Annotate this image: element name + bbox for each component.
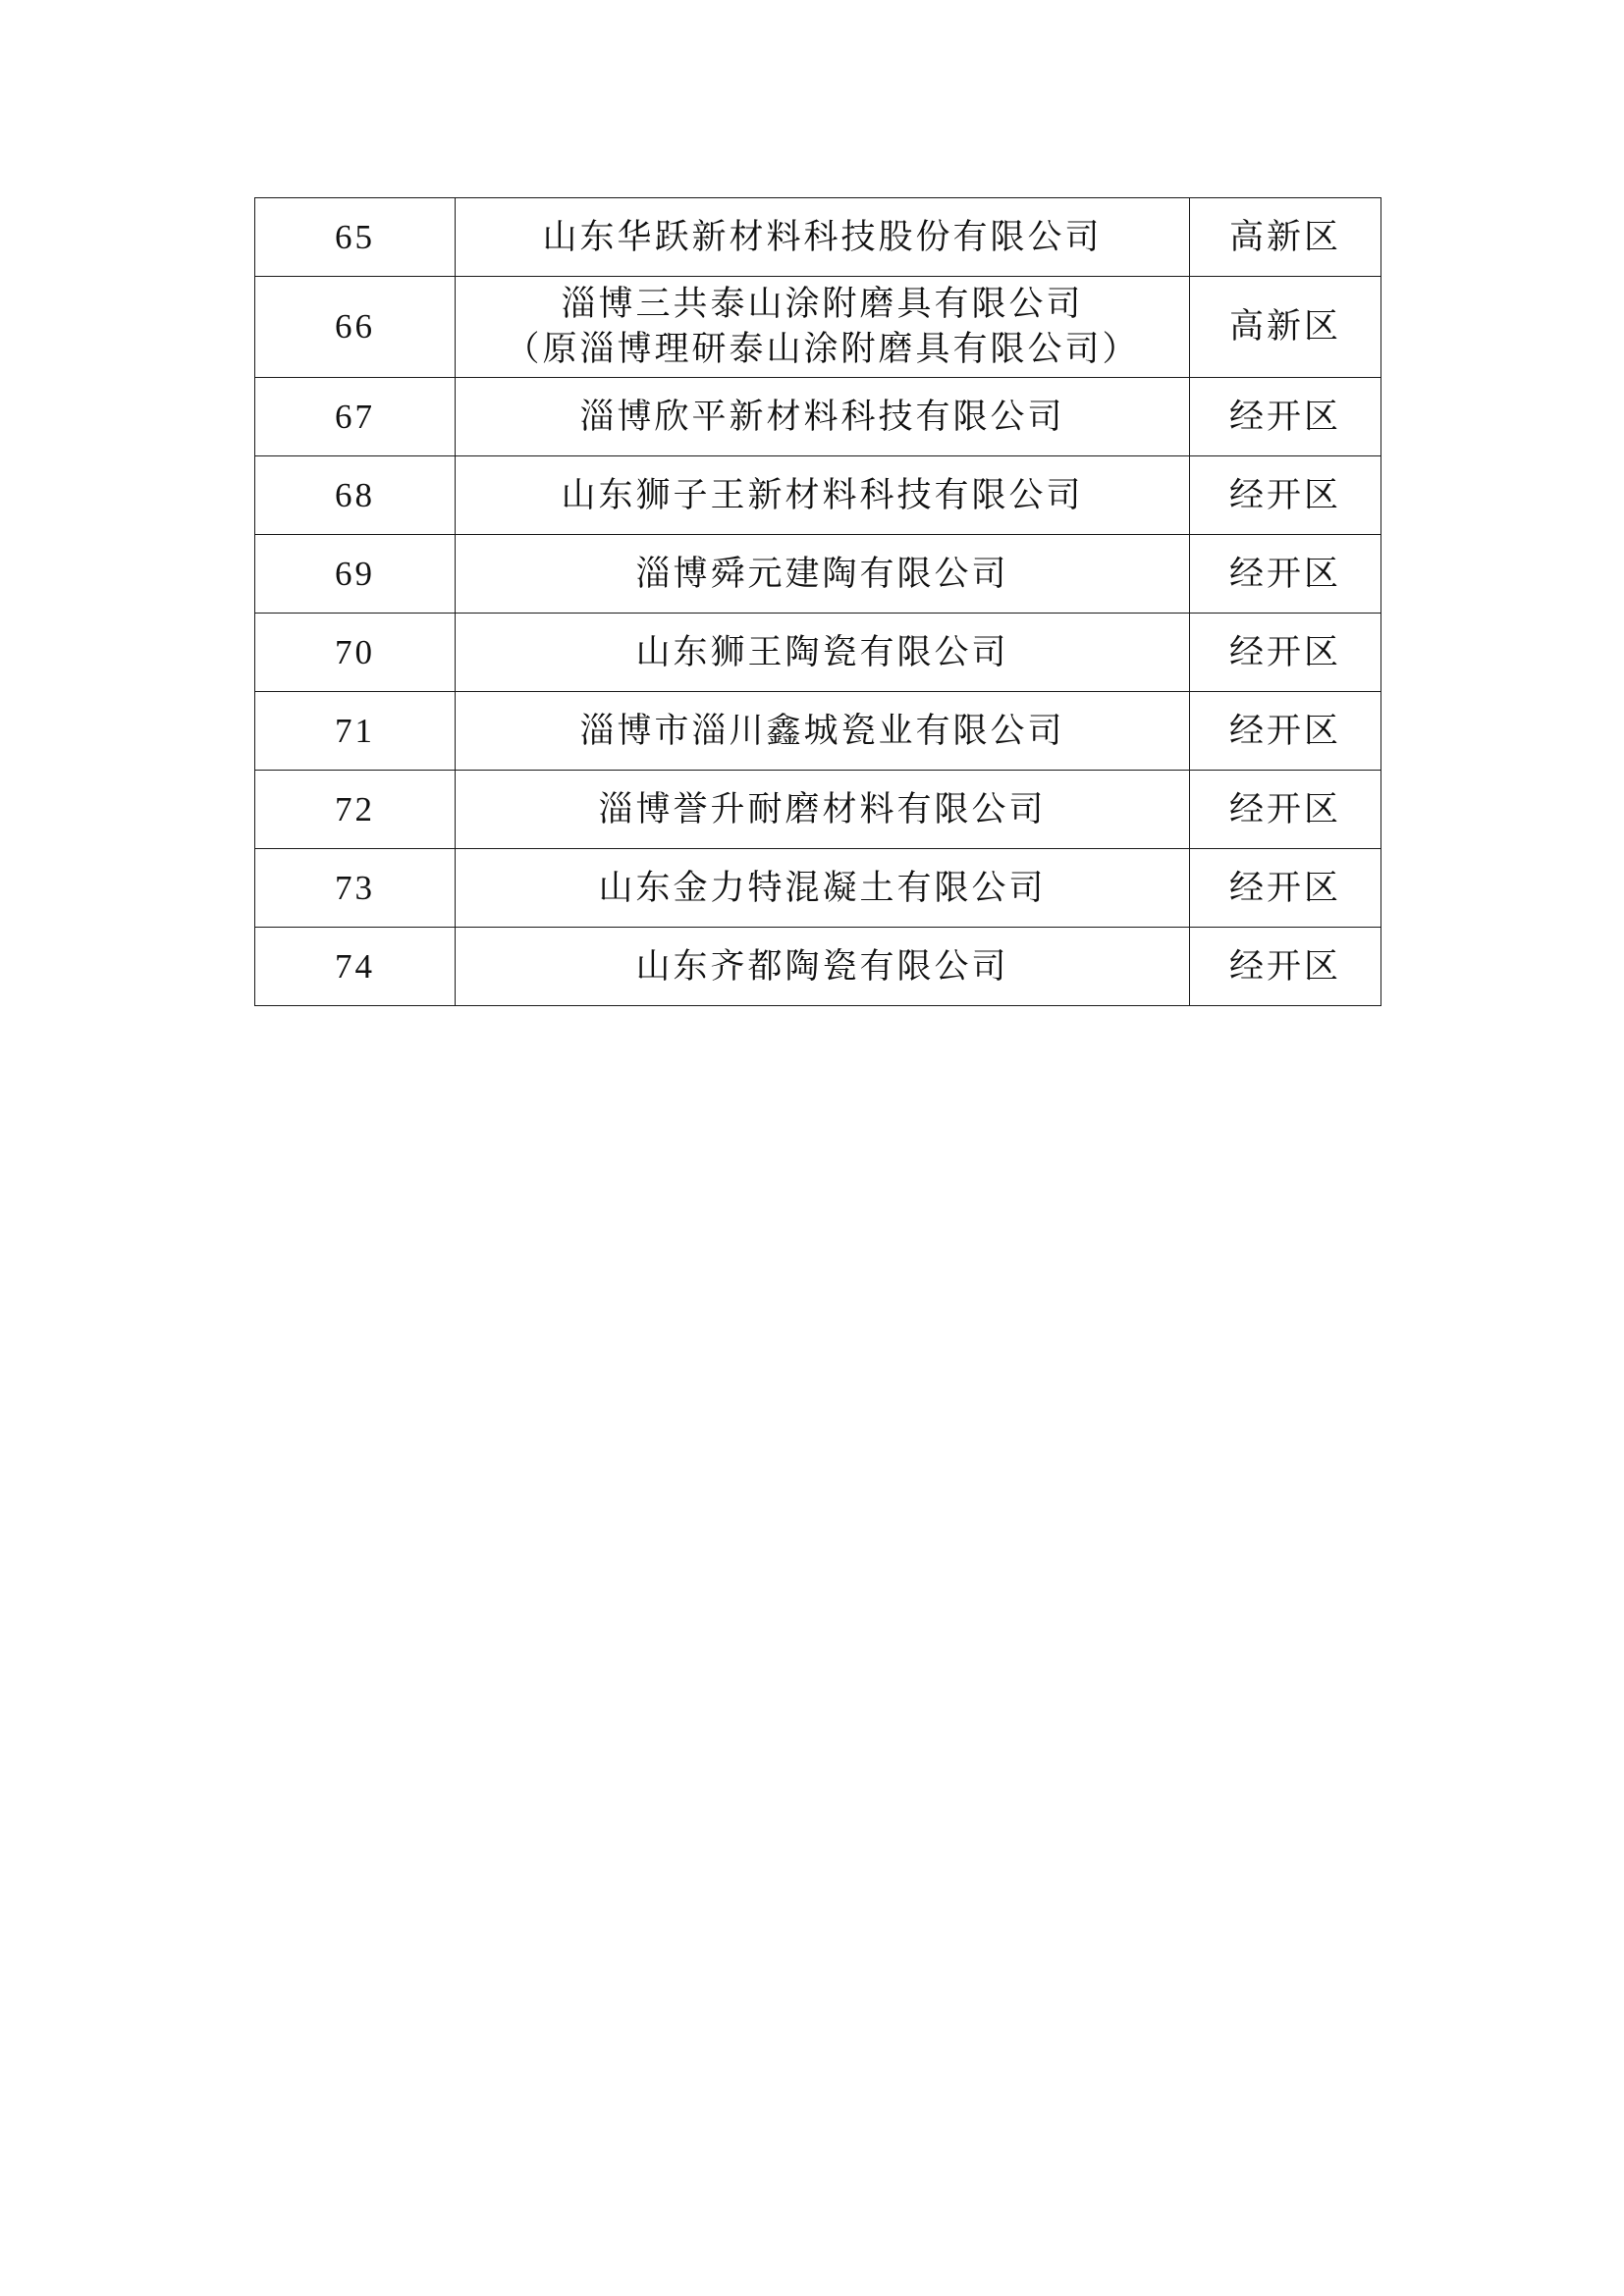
row-number-cell: 72 xyxy=(255,771,456,849)
row-number-cell: 71 xyxy=(255,692,456,771)
table-row xyxy=(255,456,1381,535)
table-row xyxy=(255,928,1381,1006)
district-cell: 高新区 xyxy=(1190,277,1381,378)
company-list-table xyxy=(254,197,1381,1006)
district-cell: 经开区 xyxy=(1190,535,1381,614)
company-name: 山东齐都陶瓷有限公司 xyxy=(635,946,1009,987)
table-row xyxy=(255,771,1381,849)
company-name: 山东华跃新材料科技股份有限公司 xyxy=(542,217,1103,257)
table-row xyxy=(255,198,1381,277)
district-cell: 高新区 xyxy=(1190,198,1381,277)
company-name-cell xyxy=(456,277,1190,378)
row-number-cell: 73 xyxy=(255,849,456,928)
company-name-cell xyxy=(456,771,1190,849)
district-cell: 经开区 xyxy=(1190,849,1381,928)
company-name-cell xyxy=(456,849,1190,928)
company-name-cell xyxy=(456,692,1190,771)
row-number-cell: 67 xyxy=(255,378,456,456)
company-name-cell xyxy=(456,456,1190,535)
company-name: 山东金力特混凝土有限公司 xyxy=(598,868,1047,908)
row-number-cell: 65 xyxy=(255,198,456,277)
company-name-cell xyxy=(456,535,1190,614)
row-number-cell: 66 xyxy=(255,277,456,378)
table-row xyxy=(255,277,1381,378)
company-name-cell xyxy=(456,198,1190,277)
district-cell: 经开区 xyxy=(1190,692,1381,771)
table-row xyxy=(255,614,1381,692)
row-number-cell: 74 xyxy=(255,928,456,1006)
district-cell: 经开区 xyxy=(1190,771,1381,849)
row-number-cell: 69 xyxy=(255,535,456,614)
company-name: 淄博市淄川鑫城瓷业有限公司 xyxy=(579,711,1065,751)
district-cell: 经开区 xyxy=(1190,378,1381,456)
company-name-cell xyxy=(456,928,1190,1006)
company-name: 山东狮子王新材料科技有限公司 xyxy=(561,475,1084,515)
company-name: 淄博舜元建陶有限公司 xyxy=(635,554,1009,594)
company-name-cell xyxy=(456,614,1190,692)
row-number-cell: 68 xyxy=(255,456,456,535)
district-cell: 经开区 xyxy=(1190,456,1381,535)
company-former-name: （原淄博理研泰山涂附磨具有限公司） xyxy=(505,330,1140,369)
table-row xyxy=(255,535,1381,614)
company-name: 山东狮王陶瓷有限公司 xyxy=(635,632,1009,672)
company-name: 淄博誉升耐磨材料有限公司 xyxy=(598,789,1047,829)
company-name: 淄博三共泰山涂附磨具有限公司 xyxy=(561,285,1084,324)
district-cell: 经开区 xyxy=(1190,614,1381,692)
table-row xyxy=(255,692,1381,771)
table-row xyxy=(255,849,1381,928)
row-number-cell: 70 xyxy=(255,614,456,692)
table-row xyxy=(255,378,1381,456)
company-name: 淄博欣平新材料科技有限公司 xyxy=(579,397,1065,437)
district-cell: 经开区 xyxy=(1190,928,1381,1006)
company-name-cell xyxy=(456,378,1190,456)
